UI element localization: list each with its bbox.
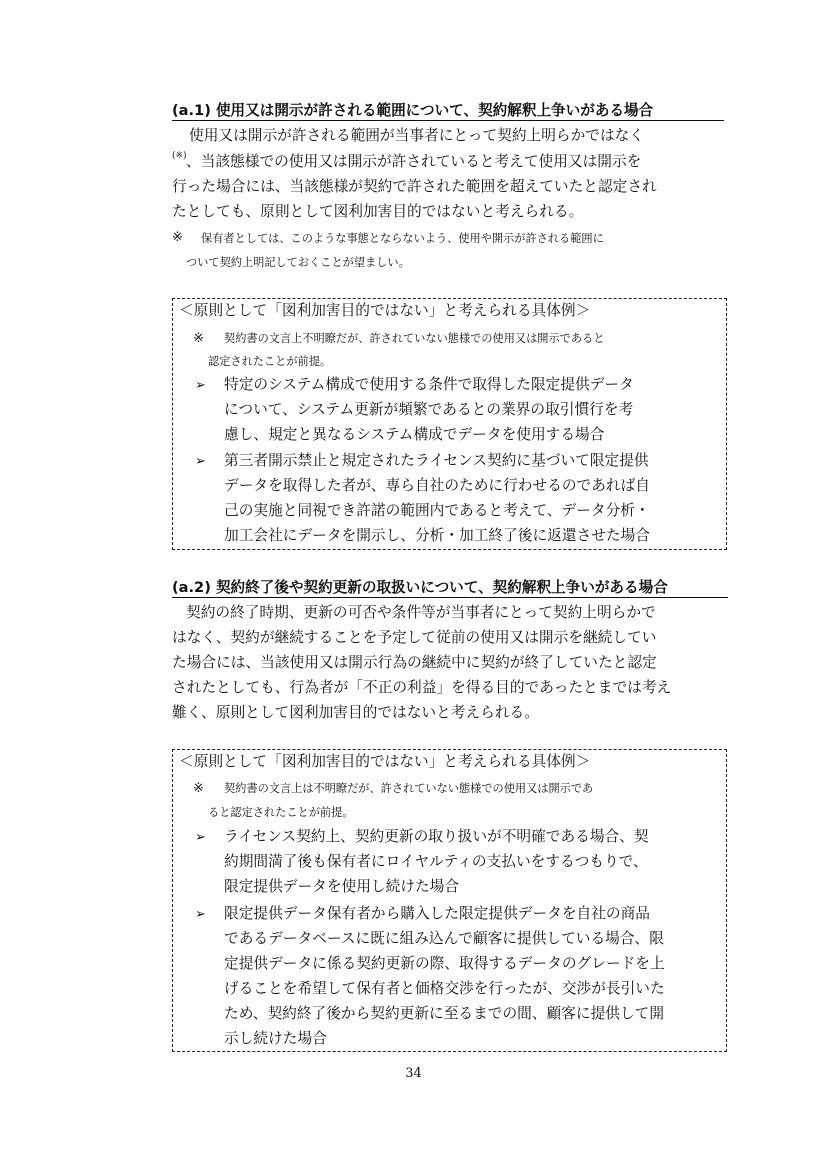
example-box-2-item-line: ライセンス契約上、契約更新の取り扱いが不明確である場合、契	[224, 828, 649, 845]
example-box-1-note-line: 契約書の文言上不明瞭だが、許されていない態様での使用又は開示であると	[224, 332, 605, 345]
section-a1-paragraph-line: 使用又は開示が許される範囲が当事者にとって契約上明らかではなく	[189, 127, 645, 144]
example-box-2	[172, 749, 727, 1052]
example-box-1-note-line: 認定されたことが前提。	[208, 355, 332, 368]
section-a1-note-line: 保有者としては、このような事態とならないよう、使用や開示が許される範囲に	[201, 232, 604, 245]
example-box-2-note-mark: ※	[193, 781, 204, 796]
section-a1-footnote-ref: (※)	[172, 151, 187, 161]
section-a2-paragraph-line: 契約の終了時期、更新の可否や条件等が当事者にとって契約上明らかで	[186, 604, 656, 621]
bullet-arrow-icon: ➢	[195, 830, 206, 845]
example-box-1-item-line: データを取得した者が、専ら自社のために行わせるのであれば自	[224, 477, 650, 494]
example-box-2-item-line: げることを希望して保有者と価格交渉を行ったが、交渉が長引いた	[224, 980, 665, 997]
bullet-arrow-icon: ➢	[195, 454, 206, 469]
example-box-1-title: ＜原則として「図利加害目的ではない」と考えられる具体例＞	[179, 302, 591, 319]
section-a1-paragraph-line: 、当該態様での使用又は開示が許されていると考えて使用又は開示を	[186, 153, 642, 170]
example-box-2-item-line: 約期間満了後も保有者にロイヤルティの支払いをするつもりで、	[224, 853, 648, 870]
example-box-1-item-line: 加工会社にデータを開示し、分析・加工終了後に返還させた場合	[224, 527, 650, 544]
section-a2-paragraph-line: 難く、原則として図利加害目的ではないと考えられる。	[172, 704, 539, 721]
example-box-1	[172, 298, 727, 550]
section-a1-note-line: ついて契約上明記しておくことが望ましい。	[186, 256, 410, 269]
example-box-2-item-line: ため、契約終了後から契約更新に至るまでの間、顧客に提供して開	[224, 1005, 665, 1022]
example-box-1-item-line: について、システム更新が頻繁であるとの業界の取引慣行を考	[224, 401, 634, 418]
section-a1-heading: (a.1) 使用又は開示が許される範囲について、契約解釈上争いがある場合	[172, 102, 654, 119]
bullet-arrow-icon: ➢	[195, 907, 206, 922]
page-number: 34	[405, 1066, 422, 1081]
example-box-2-note-line: ると認定されたことが前提。	[208, 806, 354, 819]
example-box-2-item-line: 限定提供データを使用し続けた場合	[224, 878, 460, 895]
example-box-2-title: ＜原則として「図利加害目的ではない」と考えられる具体例＞	[179, 753, 591, 770]
example-box-1-item-line: 特定のシステム構成で使用する条件で取得した限定提供データ	[224, 376, 634, 393]
section-a2-heading-underline	[172, 597, 728, 598]
section-a1-note-mark: ※	[172, 230, 183, 245]
example-box-1-note-mark: ※	[193, 331, 204, 346]
example-box-2-item-line: 示し続けた場合	[224, 1030, 327, 1047]
section-a2-heading: (a.2) 契約終了後や契約更新の取扱いについて、契約解釈上争いがある場合	[172, 579, 668, 596]
example-box-2-item-line: であるデータベースに既に組み込んで顧客に提供している場合、限	[224, 930, 664, 947]
example-box-1-item-line: 己の実施と同視でき許諾の範囲内であると考えて、データ分析・	[224, 502, 650, 519]
section-a1-paragraph-line: 行った場合には、当該態様が契約で許された範囲を超えていたと認定され	[172, 178, 657, 195]
section-a1-paragraph-line: たとしても、原則として図利加害目的ではないと考えられる。	[172, 203, 584, 220]
bullet-arrow-icon: ➢	[195, 378, 206, 393]
example-box-2-item-line: 限定提供データ保有者から購入した限定提供データを自社の商品	[224, 905, 650, 922]
section-a1-heading-underline	[172, 120, 724, 121]
section-a2-paragraph-line: はなく、契約が継続することを予定して従前の使用又は開示を継続してい	[172, 629, 657, 646]
section-a2-paragraph-line: た場合には、当該使用又は開示行為の継続中に契約が終了していたと認定	[172, 654, 657, 671]
example-box-1-item-line: 慮し、規定と異なるシステム構成でデータを使用する場合	[224, 426, 605, 443]
example-box-2-item-line: 定提供データに係る契約更新の際、取得するデータのグレードを上	[224, 955, 665, 972]
example-box-2-note-line: 契約書の文言上は不明瞭だが、許されていない態様での使用又は開示であ	[224, 782, 594, 795]
section-a2-paragraph-line: されたとしても、行為者が「不正の利益」を得る目的であったとまでは考え	[172, 679, 672, 696]
example-box-1-item-line: 第三者開示禁止と規定されたライセンス契約に基づいて限定提供	[224, 452, 649, 469]
